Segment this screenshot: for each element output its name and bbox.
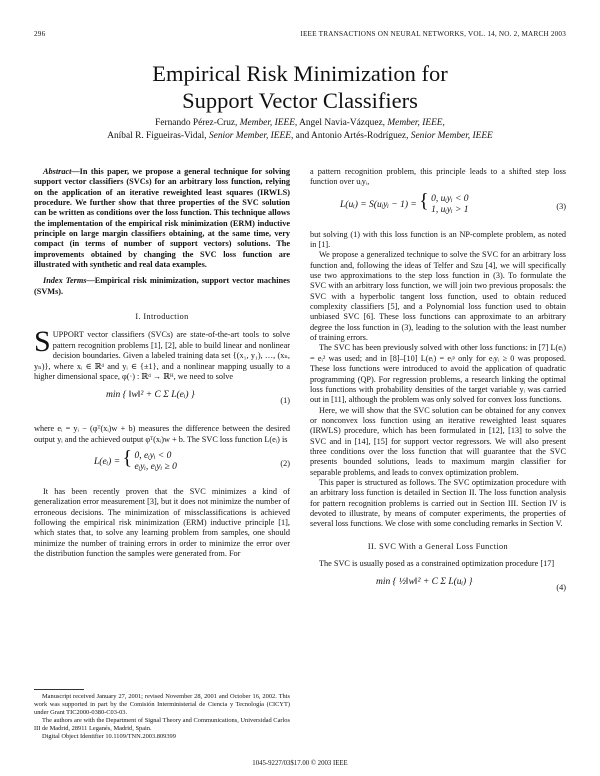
section-heading: II. SVC With a General Loss Function [367, 541, 509, 551]
equation-3 [310, 189, 566, 226]
author-role: Member, IEEE, [239, 118, 298, 128]
equation-number: (1) [280, 396, 290, 406]
title-line-2: Support Vector Classifiers [182, 88, 418, 113]
title-line-1: Empirical Risk Minimization for [152, 61, 448, 86]
paper-title [0, 60, 600, 114]
abstract-text: In this paper, we propose a general technique for solving support vector classifiers (SVCs) for an arbitrary loss function, relying on the application of an iterative reweighted least squares (IRWLS) procedure. We further show that three properties of the SVC solution can be written as conditions over the loss function. This technique allows the implementation of the empirical risk minimization (ERM) inductive principle on large margin classifiers obtaining, at the same time, very compact (in terms of number of support vectors) solutions. The improvements obtained by changing the SVC loss function are illustrated with synthetic and real data examples. [34, 167, 290, 270]
dropcap: S [34, 325, 51, 359]
paragraph: Here, we will show that the SVC solution can be obtained for any convex or nonconvex loss function using an iterative reweighted least squares (IRWLS) procedure, which has been formulated in [12], [13] to solve the SVC and in [14], [15] for support vector regressors. We will also present three conditions over the loss function that will guarantee that the SVC presents bounded solutions, leads to maximum margin classifier for separable problems, and leads to convex optimization problem. [310, 405, 566, 477]
author-role: Senior Member, IEEE [410, 131, 493, 141]
equation-case: 0, eᵢyᵢ < 0 [134, 450, 172, 461]
abstract-label: Abstract— [43, 167, 80, 176]
paragraph: It has been recently proven that the SVC minimizes a kind of generalization error measurement [3], but it does not minimize the number of erroneous decisions. The minimization of missclassifications is achieved following the empirical risk minimization (ERM) inductive principle [1], which states that, to solve any learning problem from samples, one should minimize the number of training errors in order to minimize the error over the distribution function the samples were generated from. For [34, 486, 290, 558]
equation-body: min { ½‖w‖² + C Σ L(uᵢ) } [376, 577, 473, 588]
footnote: Digital Object Identifier 10.1109/TNN.2003.809399 [42, 733, 176, 740]
paragraph: where eᵢ = yᵢ − (φᵀ(xᵢ)w + b) measures the difference between the desired output yᵢ and the achieved output φᵀ(xᵢ)w + b. The SVC loss function L(eᵢ) is [34, 424, 290, 444]
equation-body [94, 447, 177, 473]
footnote: The authors are with the Department of Signal Theory and Communications, Universidad Carlos III de Madrid, 28911 Leganés, Madrid, Spain. [34, 717, 290, 732]
index-terms [34, 276, 290, 297]
equation-4 [310, 573, 566, 599]
equation-case: 1, uᵢyᵢ > 1 [431, 204, 469, 215]
equation-body [340, 189, 469, 216]
paragraph [34, 325, 290, 382]
author-role: Member, IEEE, [387, 118, 445, 128]
footnote-rule [34, 689, 84, 690]
brace-symbol: { [122, 447, 133, 470]
equation-1 [34, 386, 290, 420]
author-role: Senior Member, IEEE, [208, 131, 294, 141]
author-conjunction: and [295, 131, 310, 141]
equation-2 [34, 449, 290, 483]
section-heading: I. Introduction [135, 312, 189, 322]
right-column [310, 167, 566, 603]
footnote: Manuscript received January 27, 2001; revised November 28, 2001 and October 16, 2002. This work was supported in part by the Comisión Interministerial de Ciencia y Tecnología (CICYT) under Grant TIC2000-0380-C03-03. [34, 693, 290, 716]
footnotes [34, 689, 290, 741]
author-list [40, 117, 560, 143]
author-name: Antonio Artés-Rodríguez, [311, 131, 409, 141]
left-column [34, 167, 290, 559]
paragraph: a pattern recognition problem, this principle leads to a shifted step loss function over uᵢyᵢ, [310, 167, 566, 187]
paragraph: The SVC is usually posed as a constrained optimization procedure [17] [319, 559, 555, 568]
equation-number: (3) [556, 201, 566, 211]
page-number: 296 [34, 30, 46, 38]
author-name: Angel Navia-Vázquez, [299, 118, 385, 128]
paragraph-text: UPPORT vector classifiers (SVCs) are state-of-the-art tools to solve pattern recognition problems [1], [2], able to build linear and nonlinear decision boundaries. Given a labeled training data set {(x₁, y₁), …, (xₙ, yₙ)}, where xᵢ ∈ ℝᵈ and yᵢ ∈ {±1}, and a nonlinear mapping usually to a higher dimensional space, φ(·) : ℝᵈ → ℝᴴ, we need to solve [34, 330, 290, 381]
journal-header: IEEE TRANSACTIONS ON NEURAL NETWORKS, VOL. 14, NO. 2, MARCH 2003 [300, 30, 566, 38]
paragraph: We propose a generalized technique to solve the SVC for an arbitrary loss function and, following the ideas of Telfer and Szu [4], we will specifically use two approximations to the step loss function in (3). To formulate the SVC with an arbitrary loss function, we will join two previous proposals: the SVC with a hyperbolic tangent loss function, used to obtain reduced complexity classifiers [5], and a Polynomial loss function used to obtain unbiased SVC [6]. These loss functions can approximate to an arbitrary degree the loss function in (3), leading to the solution with the least number of training errors. [310, 250, 566, 343]
equation-number: (2) [280, 458, 290, 468]
index-terms-label: Index Terms— [43, 276, 95, 286]
equation-case: eᵢyᵢ, eᵢyᵢ ≥ 0 [134, 461, 177, 472]
equation-body: min { ‖w‖² + C Σ L(eᵢ) } [106, 390, 195, 401]
index-terms-text: Empirical risk minimization, support vector machines (SVMs). [34, 276, 290, 296]
brace-symbol: { [419, 189, 429, 212]
abstract [34, 167, 290, 270]
paragraph: This paper is structured as follows. The SVC optimization procedure with an arbitrary loss function is detailed in Section II. The loss function analysis for pattern recognition problems is carried out in Section III. Section IV is devoted to illustrate, by means of computer experiments, the properties of several loss functions. We close with some concluding remarks in Section V. [310, 477, 566, 529]
paragraph: The SVC has been previously solved with other loss functions: in [7] L(eᵢ) = eᵢ² was used; and in [8]–[10] L(eᵢ) = eᵢᵖ only for eᵢyᵢ ≥ 0 was proposed. These loss functions were introduced to avoid the application of quadratic programming (QP). For regression problems, a research linking the optimal loss functions with probability densities of the target variable yᵢ was carried out in [11], although the problem was only solved for convex loss functions. [310, 343, 566, 405]
page-header [34, 30, 566, 42]
author-name: Fernando Pérez-Cruz, [155, 118, 238, 128]
paragraph: but solving (1) with this loss function is an NP-complete problem, as noted in [1]. [310, 229, 566, 250]
equation-lhs: L(uᵢ) = S(uᵢyᵢ − 1) = [340, 199, 417, 210]
equation-lhs: L(eᵢ) = [94, 457, 121, 468]
equation-number: (4) [556, 583, 566, 593]
equation-case: 0, uᵢyᵢ < 0 [431, 193, 469, 204]
author-name: Aníbal R. Figueiras-Vidal, [107, 131, 207, 141]
page-footer: 1045-9227/03$17.00 © 2003 IEEE [252, 760, 348, 767]
